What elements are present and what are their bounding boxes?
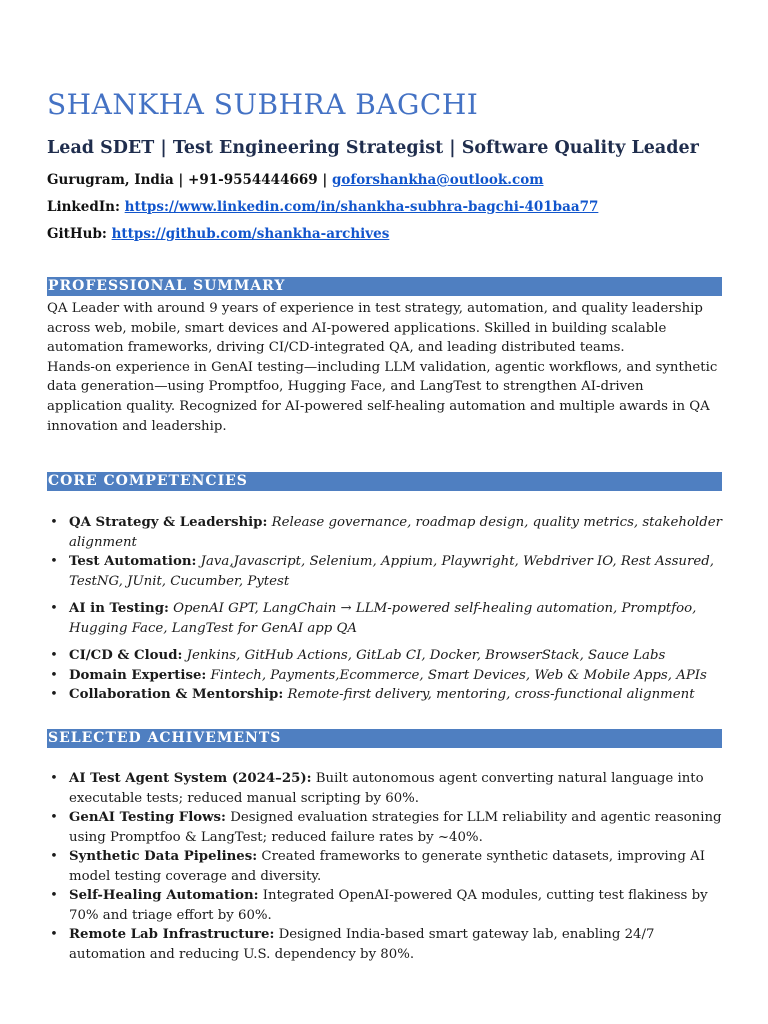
item-label: AI in Testing: [69, 601, 169, 616]
summary-paragraph: QA Leader with around 9 years of experience in test strategy, automation, and quality leadership across web, mobile, smart devices and AI-powered applications. Skilled in building scalable automation frameworks, driving CI/CD-integrated QA, and leading distributed teams. [47, 301, 703, 356]
list-item [47, 599, 722, 638]
bullet-icon: • [50, 601, 58, 616]
email-link[interactable]: goforshankha@outlook.com [331, 172, 544, 188]
bullet-icon: • [50, 667, 58, 683]
item-label: AI Test Agent System (2024–25): [69, 771, 312, 786]
summary-text [47, 299, 722, 436]
item-label: Domain Expertise: [69, 667, 207, 683]
item-label: QA Strategy & Leadership: [69, 515, 268, 530]
bullet-icon: • [50, 515, 58, 530]
list-item [47, 886, 722, 925]
bullet-icon: • [50, 771, 58, 786]
contact-line-github [47, 226, 389, 242]
item-text: Built autonomous agent converting natural language into executable tests; reduced manual scripting by 60%. [69, 771, 704, 806]
section-header-competencies: CORE COMPETENCIES [47, 472, 722, 491]
bullet-icon: • [50, 888, 58, 903]
item-text: Created frameworks to generate synthetic datasets, improving AI model testing coverage and diversity. [69, 849, 705, 884]
item-text: Fintech, Payments,Ecommerce, Smart Devices, Web & Mobile Apps, APIs [210, 667, 707, 683]
linkedin-label: LinkedIn: [47, 199, 125, 215]
list-item [47, 925, 722, 964]
item-label: GenAI Testing Flows: [69, 810, 226, 825]
list-item [47, 808, 722, 847]
list-item [47, 552, 722, 591]
bullet-icon: • [50, 648, 58, 663]
list-item [47, 769, 722, 808]
github-label: GitHub: [47, 226, 112, 242]
bullet-icon: • [50, 554, 58, 569]
achievements-list [47, 769, 722, 964]
competencies-list [47, 513, 722, 705]
item-text: Designed India-based smart gateway lab, enabling 24/7 automation and reducing U.S. dependency by 80%. [69, 927, 655, 962]
list-item [47, 513, 722, 552]
section-header-summary: PROFESSIONAL SUMMARY [47, 277, 722, 296]
bullet-icon: • [50, 687, 58, 702]
contact-line-location [47, 172, 544, 188]
location-phone: Gurugram, India | +91-9554444669 | [47, 172, 332, 188]
item-label: Synthetic Data Pipelines: [69, 849, 258, 864]
bullet-icon: • [50, 927, 58, 942]
item-text: Jenkins, GitHub Actions, GitLab CI, Docker, BrowserStack, Sauce Labs [186, 648, 666, 663]
item-text: Java,Javascript, Selenium, Appium, Playwright, Webdriver IO, Rest Assured, TestNG, JUnit, Cucumber, Pytest [69, 554, 714, 589]
item-label: Self-Healing Automation: [69, 888, 259, 903]
item-label: Remote Lab Infrastructure: [69, 927, 275, 942]
item-label: CI/CD & Cloud: [69, 648, 183, 663]
list-item [47, 666, 722, 686]
list-item [47, 685, 722, 705]
list-item [47, 847, 722, 886]
summary-paragraph: Hands-on experience in GenAI testing—including LLM validation, agentic workflows, and synthetic data generation—using Promptfoo, Hugging Face, and LangTest to strengthen AI-driven application quality. Recognized for AI-powered self-healing automation and multiple awards in QA innovation and leadership. [47, 359, 718, 434]
item-text: Release governance, roadmap design, quality metrics, stakeholder alignment [69, 515, 722, 550]
contact-line-linkedin [47, 199, 598, 215]
linkedin-link[interactable]: https://www.linkedin.com/in/shankha-subhra-bagchi-401baa77 [124, 199, 599, 215]
section-header-achievements: SELECTED ACHIVEMENTS [47, 729, 722, 748]
bullet-icon: • [50, 849, 58, 864]
list-item [47, 646, 722, 666]
item-text: Integrated OpenAI-powered QA modules, cutting test flakiness by 70% and triage effort by 60%. [69, 888, 708, 923]
bullet-icon: • [50, 810, 58, 825]
headline: Lead SDET | Test Engineering Strategist | Software Quality Leader [47, 138, 699, 158]
item-text: Remote-first delivery, mentoring, cross-functional alignment [287, 687, 695, 702]
candidate-name: SHANKHA SUBHRA BAGCHI [47, 88, 479, 121]
item-label: Collaboration & Mentorship: [69, 687, 284, 702]
item-text: Designed evaluation strategies for LLM reliability and agentic reasoning using Promptfoo & LangTest; reduced failure rates by ~40%. [69, 810, 722, 845]
github-link[interactable]: https://github.com/shankha-archives [111, 226, 390, 242]
item-label: Test Automation: [69, 554, 197, 569]
item-text: OpenAI GPT, LangChain → LLM-powered self-healing automation, Promptfoo, Hugging Face, LangTest for GenAI app QA [69, 601, 697, 636]
